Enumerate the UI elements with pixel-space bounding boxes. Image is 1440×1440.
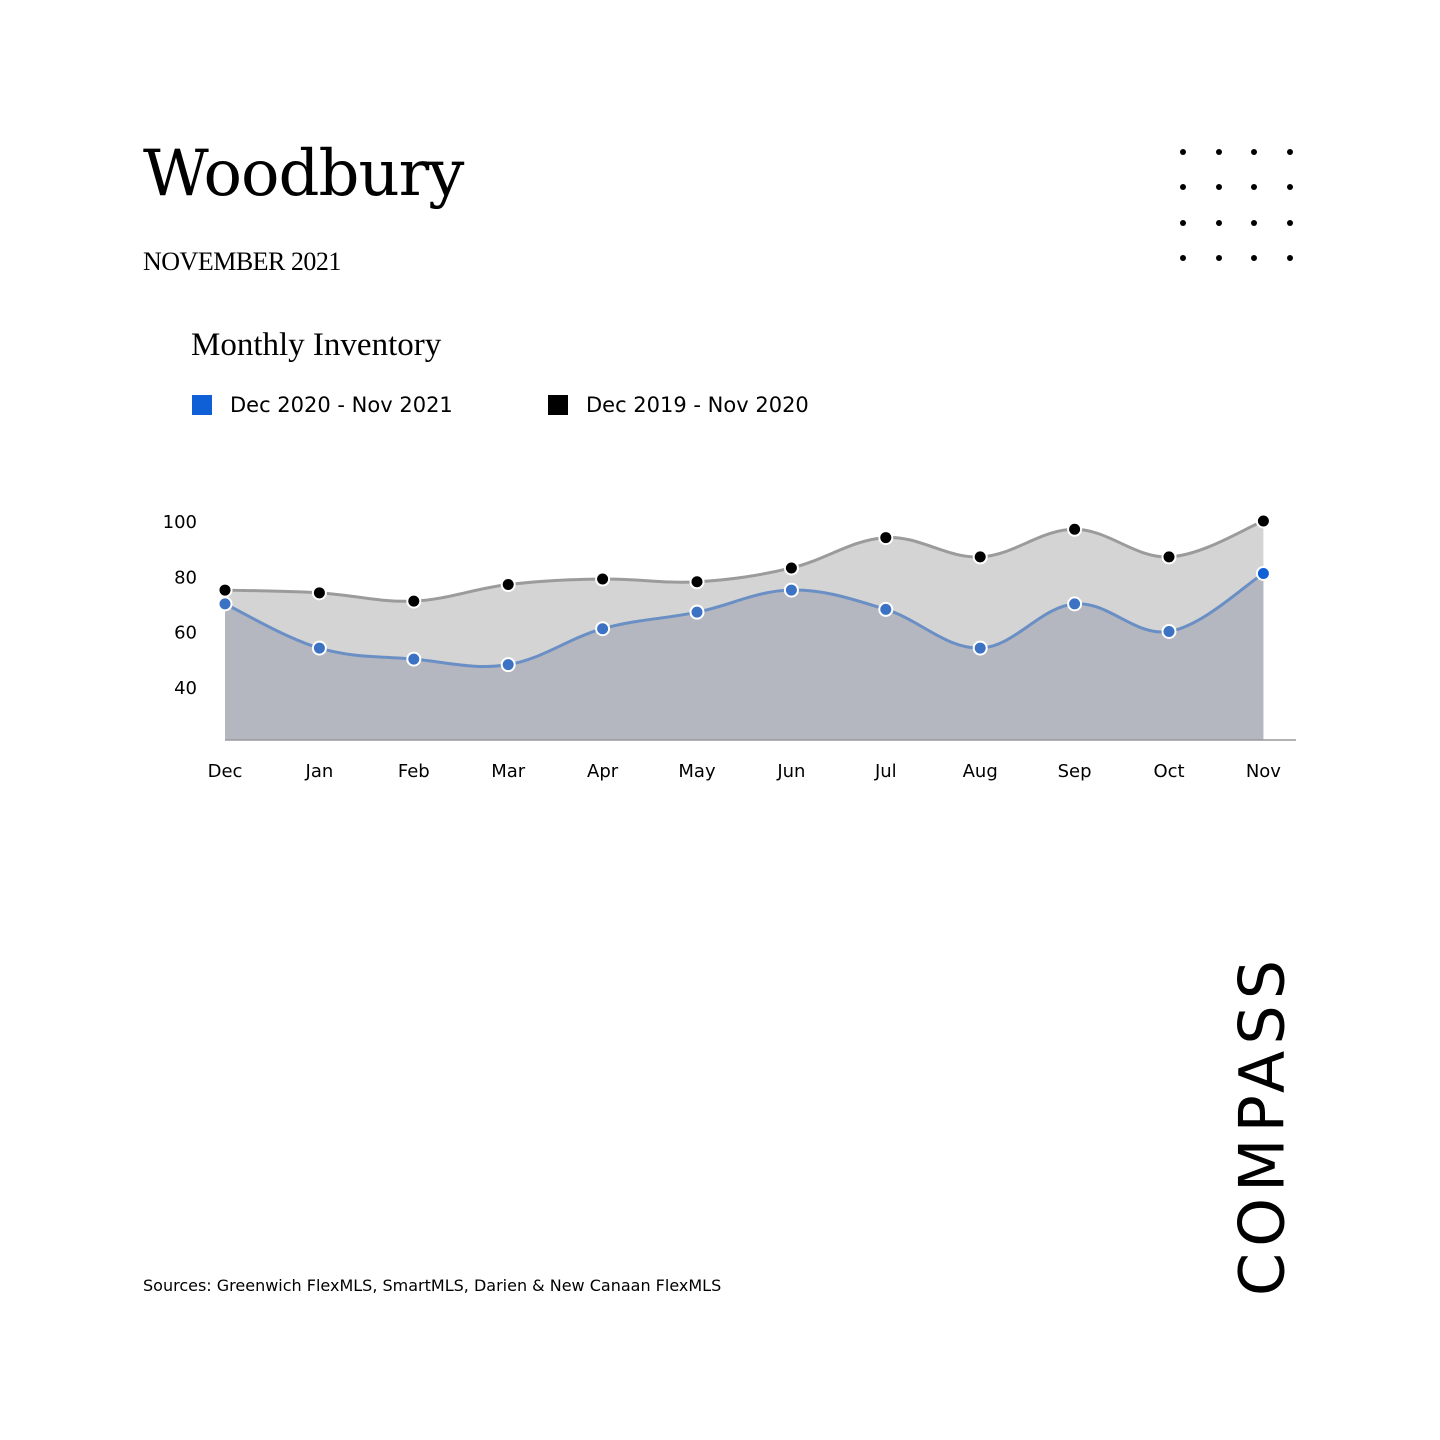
x-tick-label: Oct <box>1153 761 1185 782</box>
prior-point <box>974 550 987 563</box>
x-tick-label: Mar <box>491 761 526 782</box>
current-point <box>219 597 232 610</box>
prior-point <box>313 586 326 599</box>
x-tick-label: Sep <box>1057 761 1092 782</box>
prior-point <box>1257 515 1270 528</box>
current-point <box>974 642 987 655</box>
current-point <box>313 642 326 655</box>
prior-point <box>502 578 515 591</box>
current-point <box>502 658 515 671</box>
prior-point <box>879 531 892 544</box>
x-tick-label: Dec <box>207 761 243 782</box>
y-tick-label: 100 <box>162 512 197 533</box>
legend-label-current: Dec 2020 - Nov 2021 <box>230 393 453 417</box>
current-point <box>407 653 420 666</box>
compass-logo-text: COMPASS <box>1225 953 1299 1297</box>
current-point <box>1163 625 1176 638</box>
prior-point <box>407 595 420 608</box>
legend-label-prior: Dec 2019 - Nov 2020 <box>586 393 809 417</box>
x-tick-label: Jun <box>777 761 806 782</box>
current-point <box>879 603 892 616</box>
prior-point <box>1068 523 1081 536</box>
chart-title: Monthly Inventory <box>191 327 442 363</box>
prior-point <box>219 584 232 597</box>
x-tick-label: Apr <box>587 761 619 782</box>
x-tick-label: Aug <box>962 761 998 782</box>
y-tick-label: 40 <box>174 677 197 699</box>
y-tick-label: 60 <box>174 622 197 644</box>
x-tick-label: Jan <box>305 761 334 782</box>
current-point <box>785 584 798 597</box>
prior-point <box>691 575 704 588</box>
prior-point <box>1163 550 1176 563</box>
current-point <box>596 622 609 635</box>
y-tick-label: 80 <box>174 567 197 589</box>
x-tick-label: May <box>678 761 716 782</box>
prior-point <box>596 573 609 586</box>
sources-note: Sources: Greenwich FlexMLS, SmartMLS, Darien & New Canaan FlexMLS <box>143 1276 722 1295</box>
current-point <box>691 606 704 619</box>
x-tick-label: Nov <box>1245 761 1281 782</box>
page-subtitle: NOVEMBER 2021 <box>143 247 341 276</box>
x-tick-label: Jul <box>874 761 897 782</box>
prior-point <box>785 561 798 574</box>
x-tick-label: Feb <box>397 761 430 782</box>
page-title: Woodbury <box>143 137 464 211</box>
current-point <box>1257 567 1270 580</box>
compass-logo <box>1207 953 1317 1298</box>
current-point <box>1068 597 1081 610</box>
